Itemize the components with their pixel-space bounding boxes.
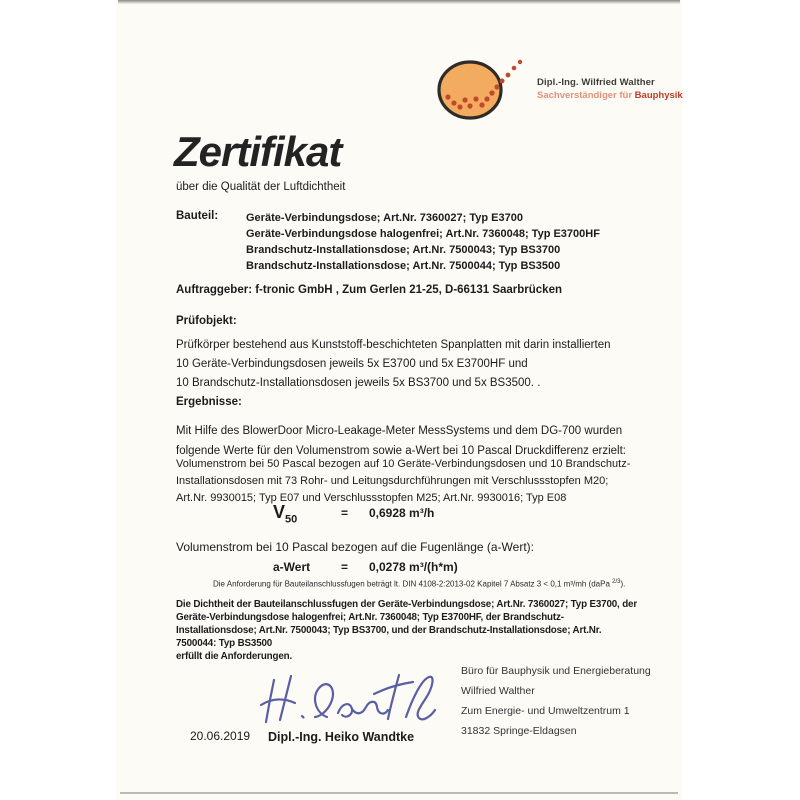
bauteil-line: Brandschutz-Installationsdose; Art.Nr. 7500044; Typ BS3500 — [246, 260, 561, 272]
address-line: Büro für Bauphysik und Energieberatung — [461, 665, 651, 677]
a-wert-symbol: a-Wert — [273, 560, 311, 574]
logo-expert-title: Sachverständiger für Bauphysik — [537, 90, 683, 101]
pruefobjekt-line: 10 Geräte-Verbindungsdosen jeweils 5x E3700 und 5x E3700HF und — [176, 358, 528, 370]
a-wert-equals: = — [341, 560, 349, 574]
bauteil-line: Brandschutz-Installationsdose; Art.Nr. 7500043; Typ BS3700 — [246, 244, 561, 256]
ergebnisse-heading: Ergebnisse: — [176, 396, 242, 408]
intro-line: Mit Hilfe des BlowerDoor Micro-Leakage-Meter MessSystems und dem DG-700 wurden — [176, 425, 623, 437]
bauteil-line: Geräte-Verbindungsdose; Art.Nr. 7360027; Typ E3700 — [246, 212, 523, 224]
conclusion-line: Die Dichtheit der Bauteilanschlussfugen der Geräte-Verbindungsdose; Art.Nr. 7360027; Typ E3700, der — [176, 599, 637, 610]
scanned-certificate-page — [116, 0, 682, 800]
v50-value: 0,6928 m³/h — [369, 506, 435, 520]
address-line: 31832 Springe-Eldagsen — [461, 725, 577, 737]
address-line: Zum Energie- und Umweltzentrum 1 — [461, 705, 630, 717]
v50-symbol: $V_{50}$ — [273, 502, 298, 526]
vol50-line: Installationsdosen mit 73 Rohr- und Leitungsdurchführungen mit Verschlussstopfen M20; — [176, 475, 609, 487]
bauteil-lines — [246, 210, 600, 274]
pruefobjekt-heading: Prüfobjekt: — [176, 315, 237, 327]
issuer-address-block — [461, 661, 651, 741]
volumenstrom-10-line: Volumenstrom bei 10 Pascal bezogen auf die Fugenlänge (a-Wert): — [176, 540, 534, 554]
airflow-dots-circle-icon — [436, 55, 528, 130]
bauteil-label: Bauteil: — [176, 210, 219, 222]
bauteil-section — [176, 210, 600, 274]
v50-equals: = — [341, 506, 349, 520]
ergebnisse-intro — [176, 421, 626, 461]
pruefobjekt-line: 10 Brandschutz-Installationsdosen jeweils 5x BS3700 und 5x BS3500. . — [176, 377, 541, 389]
din-requirement-note: Die Anforderung für Bauteilanschlussfugen beträgt lt. DIN 4108-2:2013-02 Kapitel 7 Absatz 3 < 0,1 m³/mh (daPa $^{2/3}$). — [213, 579, 626, 589]
signer-name: Dipl.-Ing. Heiko Wandtke — [268, 730, 415, 744]
auftraggeber-line: Auftraggeber: f-tronic GmbH , Zum Gerlen 21-25, D-66131 Saarbrücken — [176, 284, 562, 296]
certificate-title: Zertifikat — [174, 128, 342, 175]
scan-edge-bottom — [120, 792, 678, 794]
a-wert-result-row — [116, 560, 682, 578]
conclusion-line: Geräte-Verbindungsdose halogenfrei; Art.Nr. 7360048; Typ E3700HF, der Brandschutz- — [176, 612, 564, 623]
pruefobjekt-body — [176, 336, 611, 393]
bauteil-line: Geräte-Verbindungsdose halogenfrei; Art.Nr. 7360048; Typ E3700HF — [246, 228, 600, 240]
certificate-subtitle: über die Qualität der Luftdichtheit — [176, 181, 346, 193]
address-line: Wilfried Walther — [461, 685, 535, 697]
intro-line: folgende Werte für den Volumenstrom sowie a-Wert bei 10 Pascal Druckdifferenz erzielt: — [176, 445, 626, 457]
date-field: 20.06.2019 — [190, 729, 251, 743]
conclusion-line: Installationsdose; Art.Nr. 7500043; Typ BS3700, und der Brandschutz-Installationsdose; Art.Nr. — [176, 625, 602, 636]
conclusion-paragraph — [176, 598, 637, 663]
vol50-line: Volumenstrom bei 50 Pascal bezogen auf 10 Geräte-Verbindungsdosen und 10 Brandschutz- — [176, 458, 631, 470]
vol50-line: Art.Nr. 9930015; Typ E07 und Verschlussstopfen M25; Art.Nr. 9930016; Typ E08 — [176, 492, 567, 504]
conclusion-line: erfüllt die Anforderungen. — [176, 651, 293, 662]
logo-expert-name: Dipl.-Ing. Wilfried Walther — [537, 77, 655, 88]
a-wert-value: 0,0278 m³/(h*m) — [369, 560, 458, 574]
pruefobjekt-line: Prüfkörper bestehend aus Kunststoff-beschichteten Spanplatten mit darin installierten — [176, 339, 611, 351]
conclusion-line: 7500044: Typ BS3500 — [176, 638, 273, 649]
company-logo — [436, 55, 683, 130]
scan-edge-top — [118, 0, 680, 4]
v50-result-row — [116, 500, 682, 526]
